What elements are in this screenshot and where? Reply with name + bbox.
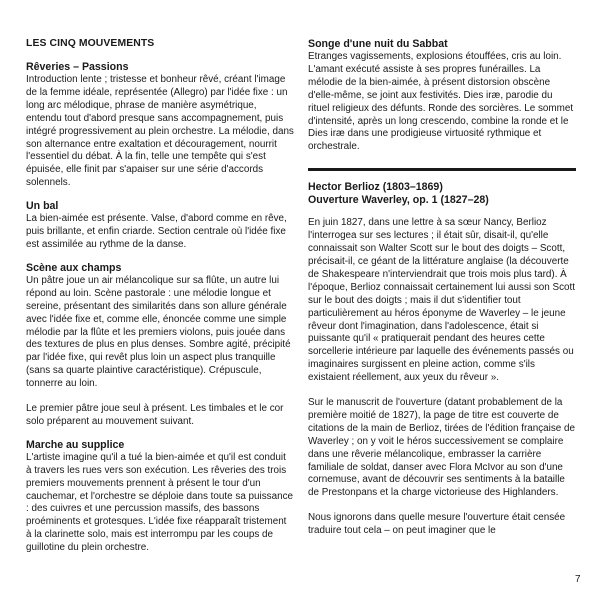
body-paragraph: En juin 1827, dans une lettre à sa sœur Nancy, Berlioz l'interrogea sur ses lectures ; il était sûr, disait-il, qu'elle connaissait son Walter Scott sur le bout des doigts – Scott, précisait-il, ce géant de la littérature anglaise (la découverte de Shakespeare n'interviendrait que trois mois plus tard). À l'époque, Berlioz connaissait certainement lui aussi son Scott sur le bout des doigts ; mais il dut s'identifier tout particulièrement au héros éponyme de Waverley – le jeune rêveur dont l'imagination, dans l'adolescence, était si puissante qu'il « pratiquerait pendant des heures cette sorcellerie intérieure par laquelle des événements passés ou imaginaires surgissent en pleine action, comme s'ils existaient réellement, aux yeux du rêveur ». <box>308 217 576 384</box>
composer-name: Hector Berlioz (1803–1869) <box>308 181 443 194</box>
section-text: La bien-aimée est présente. Valse, d'abord comme en rêve, puis brillante, et enfin criarde. Section centrale où l'idée fixe est assimilée au rythme de la danse. <box>26 213 287 250</box>
right-column <box>308 38 576 538</box>
section-scene-aux-champs <box>26 262 294 429</box>
divider-rule <box>308 168 576 171</box>
movements-heading: LES CINQ MOUVEMENTS <box>26 38 155 49</box>
section-title: Rêveries – Passions <box>26 61 129 73</box>
page-number: 7 <box>575 574 581 585</box>
section-title: Songe d'une nuit du Sabbat <box>308 38 448 50</box>
section-sabbat <box>308 38 576 154</box>
section-text: L'artiste imagine qu'il a tué la bien-aimée et qu'il est conduit à travers les rues vers son exécution. Les rêveries des trois premiers mouvements prennent à présent le tour d'un cauchemar, et l'orchestre se déploie dans toute sa puissance : des cuivres et une percussion massifs, des bassons proéminents et grotesques. L'idée fixe réapparaît tristement à la clarinette solo, mais est interrompu par les coups de guillotine du plein orchestre. <box>26 451 294 554</box>
section-text-2: Le premier pâtre joue seul à présent. Les timbales et le cor solo préparent au mouvement suivant. <box>26 403 284 427</box>
section-reveries <box>26 61 294 190</box>
body-paragraph: Sur le manuscrit de l'ouverture (datant probablement de la première moitié de 1827), la page de titre est couverte de citations de la main de Berlioz, tirées de l'édition française de Waverley ; on y voit le héros successivement se complaire dans une rêverie mélancolique, embrasser la carrière familiale de soldat, danser avec Flora McIvor au son d'une cornemuse, avant de découvrir ses sentiments à la bataille de Prestonpans et la charge victorieuse des Highlanders. <box>308 397 576 499</box>
section-un-bal <box>26 200 294 252</box>
section-text: Un pâtre joue un air mélancolique sur sa flûte, un autre lui répond au loin. Scène pastorale : une mélodie longue et sereine, présentant des similarités dans son allure générale avec l'idée fixe et, comme elle, énoncée comme une simple mélodie par la flûte et les premiers violons, puis jouée dans des textures de plus en plus denses. Sombre agité, précipité par l'idée fixe, qui revêt plus loin un aspect plus tranquille (sans sa quarte plaintive caractéristique). Crépuscule, tonnerre au loin. <box>26 274 291 390</box>
left-column <box>26 38 294 565</box>
piece-heading <box>308 181 576 207</box>
section-marche <box>26 439 294 555</box>
section-title: Un bal <box>26 200 59 213</box>
section-text: Introduction lente ; tristesse et bonheur rêvé, créant l'image de la femme idéale, représentée (Allegro) par l'idée fixe : un long arc mélodique, phrase de manière asymétrique, entendu tout d'abord presque sans accompagnement, puis intégré progressivement au plein orchestre. La mélodie, dans son alternance entre exaltation et découragement, nourrit l'essentiel du débat. À la fin, telle une tempête qui s'est épuisée, elle finit par s'apaiser sur une série d'accords solennels. <box>26 74 294 189</box>
work-title: Ouverture Waverley, op. 1 (1827–28) <box>308 194 489 207</box>
section-text: Etranges vagissements, explosions étouffées, cris au loin. L'amant exécuté assiste à ses propres funérailles. La mélodie de la bien-aimée, à présent distorsion obscène d'elle-même, se joint aux festivités. Dies iræ, parodie du rituel religieux des défunts. Ronde des sorcières. Le sommet d'intensité, après un long crescendo, combine la ronde et le Dies iræ dans une prodigieuse virtuosité rythmique et orchestrale. <box>308 51 574 153</box>
section-title: Marche au supplice <box>26 438 125 451</box>
section-title: Scène aux champs <box>26 261 122 274</box>
body-paragraph: Nous ignorons dans quelle mesure l'ouverture était censée traduire tout cela – on peut imaginer que le <box>308 512 566 537</box>
